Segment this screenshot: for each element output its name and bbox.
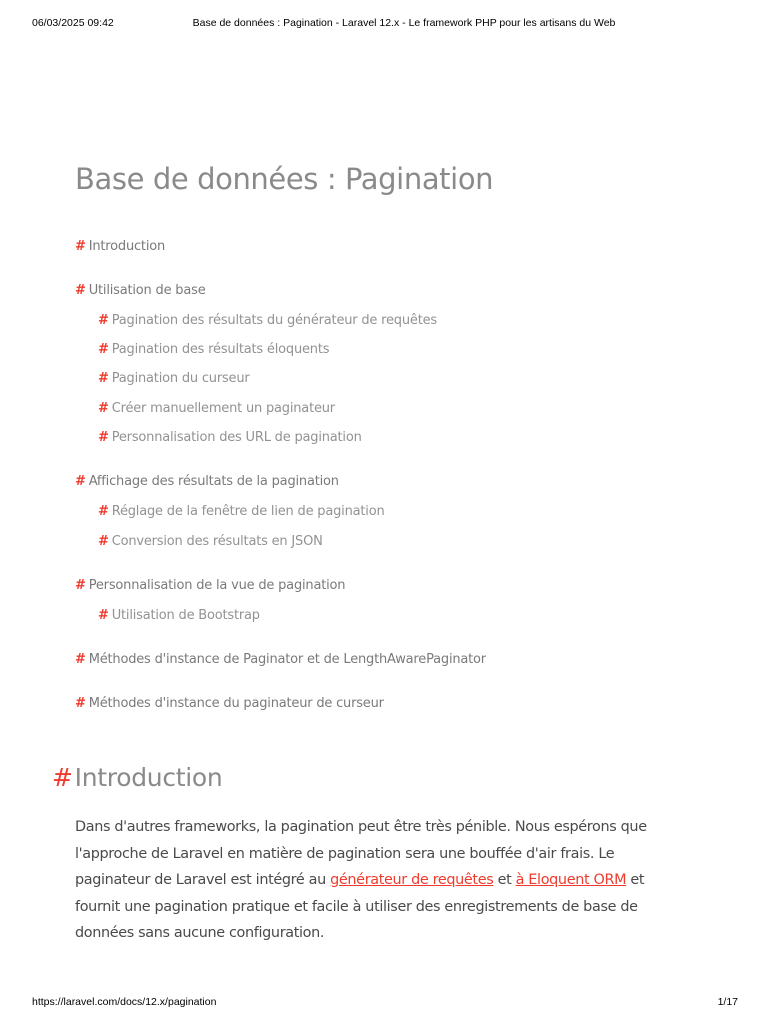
toc-item-label: Affichage des résultats de la pagination (88, 474, 339, 489)
hash-icon: # (98, 534, 109, 549)
toc-item-creer-paginateur[interactable] (98, 401, 335, 416)
toc-item-affichage-resultats[interactable] (75, 474, 339, 489)
hash-icon: # (98, 608, 109, 623)
toc-item-introduction[interactable] (75, 239, 165, 254)
toc-item-pagination-generateur-requetes[interactable] (98, 313, 437, 328)
query-builder-link[interactable]: générateur de requêtes (330, 872, 494, 888)
paragraph-text: et fournit une pagination pratique et facile à utiliser des enregistrements de base de données sans aucune configuration. (75, 872, 645, 941)
eloquent-orm-link[interactable]: à Eloquent ORM (515, 872, 627, 888)
paragraph-text: et (493, 872, 516, 888)
toc-item-label: Méthodes d'instance du paginateur de curseur (88, 696, 384, 711)
toc-item-personnalisation-url[interactable] (98, 430, 362, 445)
toc-item-methodes-paginator[interactable] (75, 652, 486, 667)
print-datetime: 06/03/2025 09:42 (32, 17, 114, 29)
toc-item-label: Réglage de la fenêtre de lien de pagination (111, 504, 385, 519)
print-document-title: Base de données : Pagination - Laravel 12.x - Le framework PHP pour les artisans du Web (192, 17, 616, 29)
hash-icon: # (75, 239, 86, 254)
toc-item-pagination-resultats-eloquents[interactable] (98, 342, 329, 357)
hash-icon: # (98, 371, 109, 386)
hash-icon: # (98, 342, 109, 357)
toc-item-label: Pagination du curseur (111, 371, 250, 386)
hash-icon: # (75, 696, 86, 711)
toc-item-label: Utilisation de Bootstrap (111, 608, 260, 623)
toc-item-label: Utilisation de base (88, 283, 206, 298)
hash-icon: # (75, 578, 86, 593)
toc-item-label: Personnalisation de la vue de pagination (88, 578, 346, 593)
hash-icon: # (75, 652, 86, 667)
toc-item-reglage-fenetre-lien[interactable] (98, 504, 385, 519)
toc-item-label: Introduction (88, 239, 166, 254)
print-footer (32, 996, 738, 1010)
toc-item-pagination-curseur[interactable] (98, 371, 250, 386)
paragraph-text: Dans d'autres frameworks, la pagination peut être très pénible. Nous espérons que l'approche de Laravel en matière de pagination sera une bouffée d'air frais. Le paginateur de Laravel est intégré au (75, 819, 647, 888)
hash-icon: # (98, 401, 109, 416)
page-title: Base de données : Pagination (75, 162, 494, 196)
toc-item-label: Conversion des résultats en JSON (111, 534, 323, 549)
toc-item-label: Personnalisation des URL de pagination (111, 430, 362, 445)
introduction-paragraph (75, 814, 675, 947)
hash-icon: # (75, 283, 86, 298)
hash-icon: # (98, 504, 109, 519)
introduction-heading (52, 763, 222, 792)
introduction-heading-text: Introduction (74, 763, 223, 792)
toc-item-conversion-json[interactable] (98, 534, 323, 549)
toc-item-label: Pagination des résultats du générateur de requêtes (111, 313, 437, 328)
toc-item-label: Méthodes d'instance de Paginator et de LengthAwarePaginator (88, 652, 486, 667)
toc-item-utilisation-de-base[interactable] (75, 283, 206, 298)
hash-icon: # (98, 313, 109, 328)
toc-item-utilisation-bootstrap[interactable] (98, 608, 260, 623)
page-indicator: 1/17 (717, 996, 738, 1008)
print-header (32, 17, 736, 31)
toc-item-personnalisation-vue[interactable] (75, 578, 345, 593)
toc-item-methodes-curseur[interactable] (75, 696, 384, 711)
hash-icon: # (98, 430, 109, 445)
hash-icon: # (75, 474, 86, 489)
print-url: https://laravel.com/docs/12.x/pagination (32, 996, 217, 1008)
anchor-hash-icon[interactable]: # (52, 763, 73, 792)
toc-item-label: Pagination des résultats éloquents (111, 342, 330, 357)
toc-item-label: Créer manuellement un paginateur (111, 401, 335, 416)
